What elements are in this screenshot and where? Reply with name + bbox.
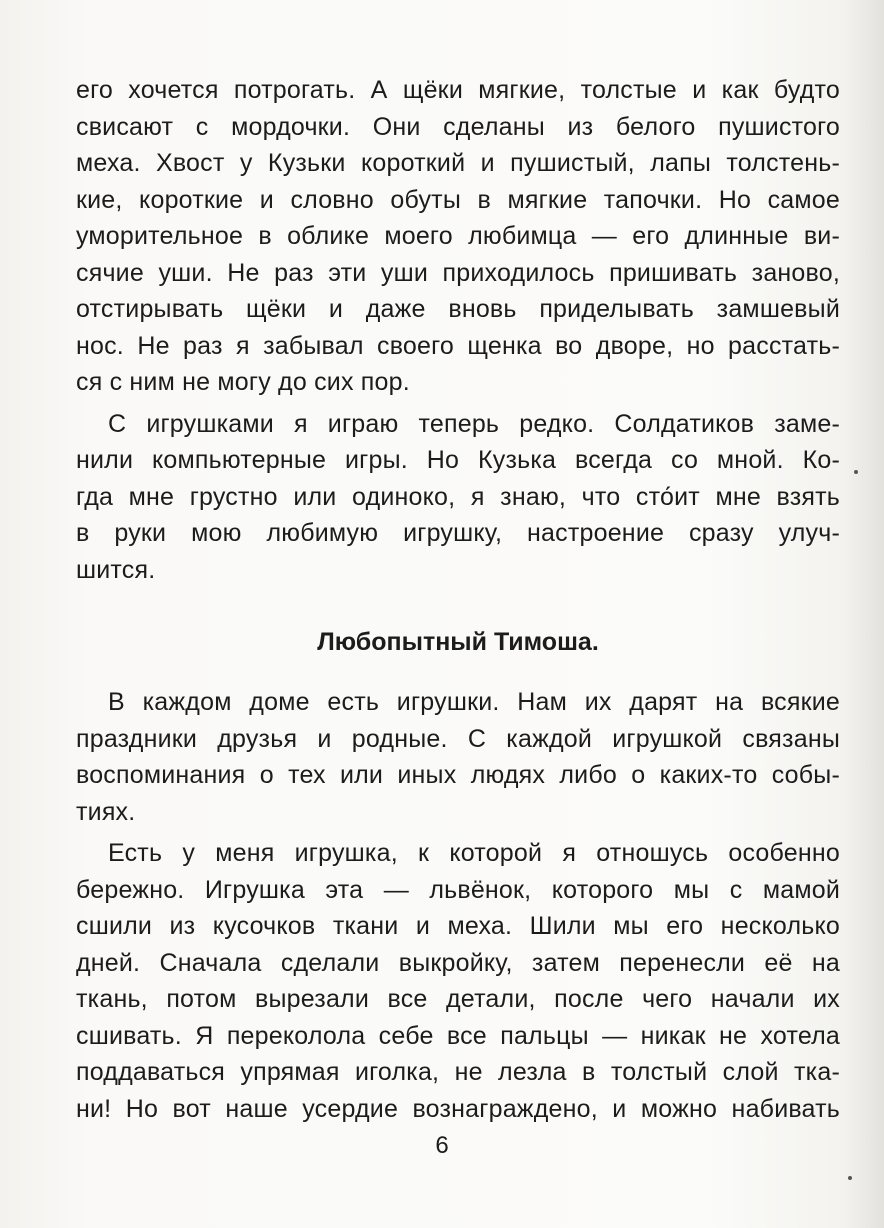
- paragraph-3: [76, 684, 840, 830]
- page-edge-shadow: [844, 0, 884, 1228]
- text-line: шится.: [76, 555, 156, 584]
- text-line: сшивать. Я переколола себе все пальцы — никак не хотела: [76, 1021, 840, 1050]
- text-line: С игрушками я играю теперь редко. Солдатиков заме-: [108, 409, 840, 438]
- text-line: его хочется потрогать. А щёки мягкие, толстые и как будто: [76, 76, 840, 104]
- text-line: нили компьютерные игры. Но Кузька всегда со мной. Ко-: [76, 446, 840, 474]
- text-line: Есть у меня игрушка, к которой я отношусь особенно: [108, 839, 840, 867]
- text-line: дней. Сначала сделали выкройку, затем перенесли её на: [76, 948, 840, 977]
- text-line: ни! Но вот наше усердие вознаграждено, и можно набивать: [76, 1094, 840, 1123]
- text-line: В каждом доме есть игрушки. Нам их дарят на всякие: [108, 688, 840, 716]
- text-line: бережно. Игрушка эта — львёнок, которого мы с мамой: [76, 875, 840, 904]
- text-line: воспоминания о тех или иных людях либо о каких-то собы-: [76, 761, 840, 789]
- text-line: в руки мою любимую игрушку, настроение сразу улуч-: [76, 519, 840, 547]
- text-line: ткань, потом вырезали все детали, после чего начали их: [76, 985, 840, 1013]
- text-line: нос. Не раз я забывал своего щенка во дворе, но расстать-: [76, 331, 840, 360]
- paragraph-1: [76, 72, 840, 401]
- text-line: поддаваться упрямая иголка, не лезла в толстый слой тка-: [76, 1058, 840, 1086]
- text-body: [76, 72, 840, 1132]
- text-line: кие, короткие и словно обуты в мягкие тапочки. Но самое: [76, 185, 840, 214]
- text-line: ся с ним не могу до сих пор.: [76, 368, 410, 396]
- text-line: праздники друзья и родные. С каждой игрушкой связаны: [76, 724, 840, 753]
- text-line: сшили из кусочков ткани и меха. Шили мы его несколько: [76, 912, 840, 940]
- text-line: свисают с мордочки. Они сделаны из белого пушистого: [76, 112, 840, 141]
- text-line: отстирывать щёки и даже вновь приделывать замшевый: [76, 295, 840, 323]
- text-line: сячие уши. Не раз эти уши приходилось пришивать заново,: [76, 258, 840, 287]
- section-heading: Любопытный Тимоша.: [317, 628, 599, 656]
- scan-speck: [854, 470, 858, 474]
- paragraph-4: [76, 835, 840, 1127]
- text-line: гда мне грустно или одиноко, я знаю, что сто́ит мне взять: [76, 482, 840, 511]
- scan-speck: [848, 1176, 852, 1180]
- text-line: тиях.: [76, 797, 136, 826]
- text-line: уморительное в облике моего любимца — его длинные ви-: [76, 222, 840, 250]
- text-line: меха. Хвост у Кузьки короткий и пушистый, лапы толстень-: [76, 149, 840, 177]
- page-number: 6: [435, 1132, 449, 1159]
- paragraph-2: [76, 406, 840, 589]
